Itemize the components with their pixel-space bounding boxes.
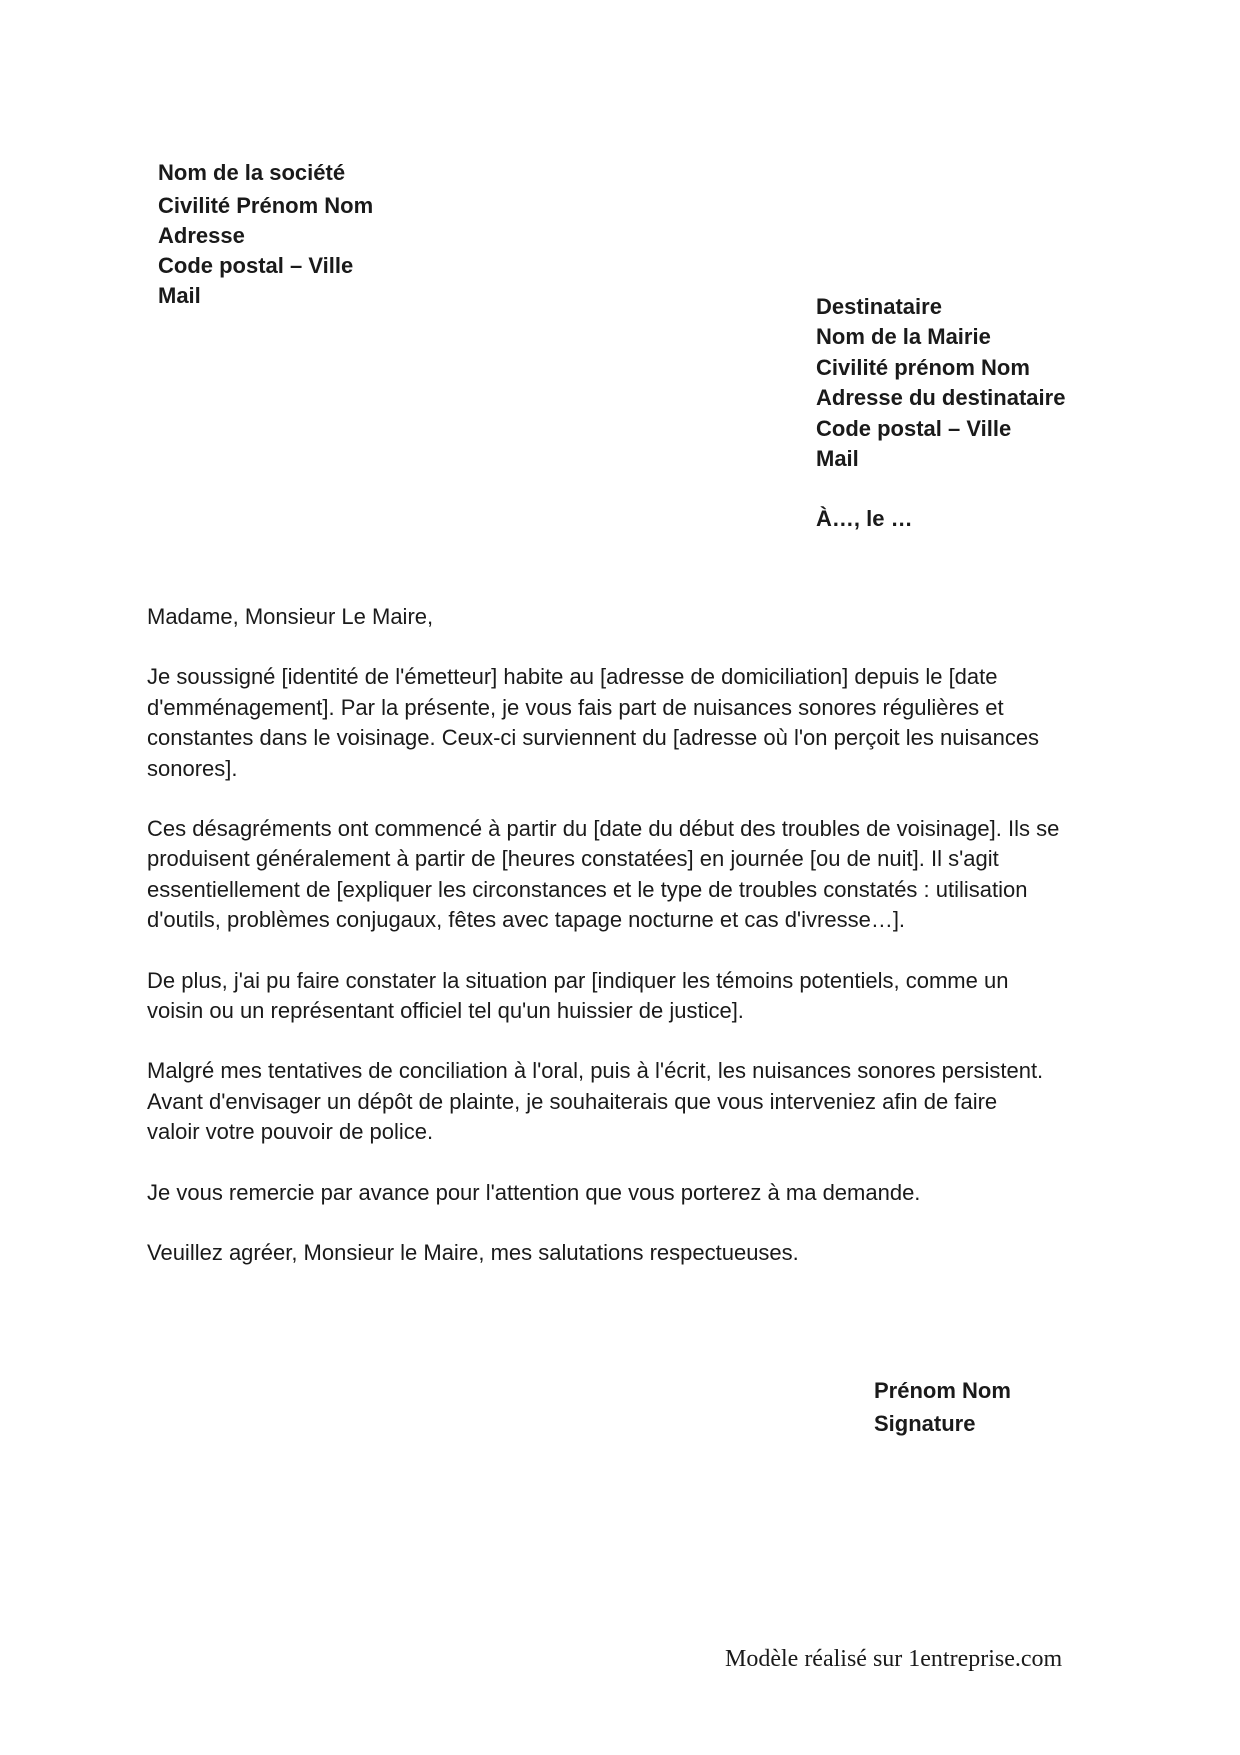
paragraph-2 (147, 814, 1087, 936)
salutation (147, 602, 1087, 632)
letter-body (147, 602, 1087, 1299)
paragraph-4 (147, 1056, 1087, 1147)
recipient-address: Adresse du destinataire (816, 385, 1066, 411)
paragraph-line: d'emménagement]. Par la présente, je vous fais part de nuisances sonores régulières et (147, 694, 1004, 720)
paragraph-3 (147, 966, 1087, 1027)
paragraph-1 (147, 662, 1087, 784)
recipient-town-hall: Nom de la Mairie (816, 324, 991, 350)
salutation-text: Madame, Monsieur Le Maire, (147, 604, 434, 629)
paragraph-line: Veuillez agréer, Monsieur le Maire, mes salutations respectueuses. (147, 1240, 799, 1266)
paragraph-line: sonores]. (147, 755, 238, 781)
paragraph-line: Avant d'envisager un dépôt de plainte, je souhaiterais que vous interveniez afin de faire (147, 1088, 998, 1114)
sender-address: Adresse (158, 223, 245, 248)
signature-block (874, 1374, 1011, 1440)
paragraph-line: Ces désagréments ont commencé à partir du [date du début des troubles de voisinage]. Ils se (147, 816, 1060, 842)
paragraph-line: Je vous remercie par avance pour l'attention que vous porterez à ma demande. (147, 1179, 921, 1205)
paragraph-line: De plus, j'ai pu faire constater la situation par [indiquer les témoins potentiels, comme un (147, 967, 1009, 993)
sender-name: Civilité Prénom Nom (158, 193, 374, 218)
paragraph-line: d'outils, problèmes conjugaux, fêtes avec tapage nocturne et cas d'ivresse…]. (147, 907, 906, 933)
paragraph-line: Je soussigné [identité de l'émetteur] habite au [adresse de domiciliation] depuis le [date (147, 664, 998, 690)
sender-company: Nom de la société (158, 160, 346, 185)
paragraph-line: essentiellement de [expliquer les circonstances et le type de troubles constatés : utilisation (147, 876, 1028, 902)
paragraph-line: Malgré mes tentatives de conciliation à l'oral, puis à l'écrit, les nuisances sonores persistent. (147, 1058, 1044, 1084)
paragraph-5 (147, 1178, 1087, 1208)
closing-formula (147, 1238, 1087, 1268)
recipient-label: Destinataire (816, 294, 942, 319)
recipient-city: Code postal – Ville (816, 415, 1012, 441)
sender-mail: Mail (158, 283, 201, 308)
paragraph-line: valoir votre pouvoir de police. (147, 1119, 434, 1145)
signature-name: Prénom Nom (874, 1378, 1011, 1403)
signature-label: Signature (874, 1411, 976, 1436)
recipient-block (816, 292, 1065, 474)
paragraph-line: produisent généralement à partir de [heures constatées] en journée [ou de nuit]. Il s'agit (147, 846, 999, 872)
recipient-name: Civilité prénom Nom (816, 354, 1030, 380)
footer-credit: Modèle réalisé sur 1entreprise.com (725, 1646, 1063, 1672)
sender-city: Code postal – Ville (158, 253, 354, 278)
place-date-line: À…, le … (816, 506, 913, 531)
recipient-mail: Mail (816, 446, 859, 472)
paragraph-line: constantes dans le voisinage. Ceux-ci surviennent du [adresse où l'on perçoit les nuisances (147, 725, 1040, 751)
paragraph-line: voisin ou un représentant officiel tel qu'un huissier de justice]. (147, 998, 744, 1024)
sender-block (158, 158, 373, 311)
